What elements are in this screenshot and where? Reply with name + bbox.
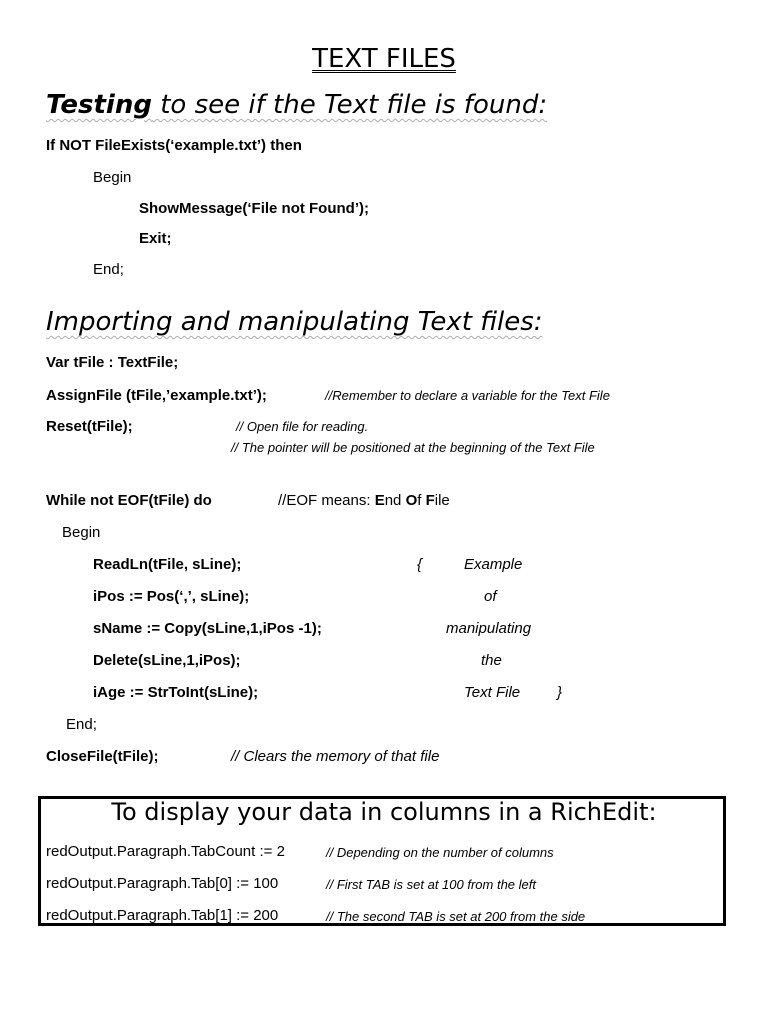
code-tabcount: redOutput.Paragraph.TabCount := 2 [46, 843, 285, 860]
note-word-3: manipulating [446, 620, 532, 637]
comment-eof-ile: ile [434, 492, 450, 509]
code-closefile: CloseFile(tFile); [46, 748, 159, 765]
comment-eof-e: E [374, 492, 385, 509]
comment-assignfile: //Remember to declare a variable for the Text File [325, 388, 610, 403]
section-heading-testing [46, 90, 547, 120]
note-word-2: of [484, 588, 497, 605]
code-reset: Reset(tFile); [46, 418, 133, 435]
comment-eof-f: f [417, 492, 426, 509]
comment-tab0: // First TAB is set at 100 from the left [326, 877, 536, 892]
code-begin: Begin [93, 169, 132, 186]
note-brace-close: } [557, 684, 563, 701]
comment-tabcount: // Depending on the number of columns [326, 845, 554, 860]
code-sname: sName := Copy(sLine,1,iPos -1); [93, 620, 322, 637]
code-readln: ReadLn(tFile, sLine); [93, 556, 242, 573]
code-assignfile: AssignFile (tFile,’example.txt’); [46, 387, 267, 404]
comment-eof-nd: nd [384, 492, 406, 509]
comment-eof-prefix: //EOF means: [278, 492, 375, 509]
page-title: TEXT FILES [312, 44, 456, 74]
code-iage: iAge := StrToInt(sLine); [93, 684, 259, 701]
code-end: End; [93, 261, 124, 278]
code-end-2: End; [66, 716, 97, 733]
comment-reset-1: // Open file for reading. [236, 419, 369, 434]
section-heading-importing: Importing and manipulating Text files: [46, 307, 543, 337]
code-delete: Delete(sLine,1,iPos); [93, 652, 241, 669]
comment-reset-2: // The pointer will be positioned at the beginning of the Text File [231, 440, 595, 455]
note-word-4: the [481, 652, 502, 669]
code-showmessage: ShowMessage(‘File not Found’); [139, 200, 369, 217]
code-tab1: redOutput.Paragraph.Tab[1] := 200 [46, 907, 279, 924]
comment-eof-F: F [425, 492, 435, 509]
comment-eof-o: O [405, 492, 418, 509]
code-var: Var tFile : TextFile; [46, 354, 179, 371]
code-if-line: If NOT FileExists(‘example.txt’) then [46, 137, 302, 154]
code-exit: Exit; [139, 230, 172, 247]
comment-tab1: // The second TAB is set at 200 from the side [326, 909, 586, 924]
comment-eof [278, 492, 450, 509]
code-while: While not EOF(tFile) do [46, 492, 212, 509]
code-ipos: iPos := Pos(‘,’, sLine); [93, 588, 250, 605]
note-word-5: Text File [464, 684, 521, 701]
note-word-1: Example [464, 556, 523, 573]
code-tab0: redOutput.Paragraph.Tab[0] := 100 [46, 875, 279, 892]
note-brace-open: { [417, 556, 423, 573]
heading-rest: to see if the Text file is found: [151, 90, 548, 120]
richedit-heading: To display your data in columns in a RichEdit: [111, 798, 657, 826]
code-begin-2: Begin [62, 524, 101, 541]
heading-bold-word: Testing [46, 90, 152, 120]
comment-closefile: // Clears the memory of that file [231, 748, 440, 765]
